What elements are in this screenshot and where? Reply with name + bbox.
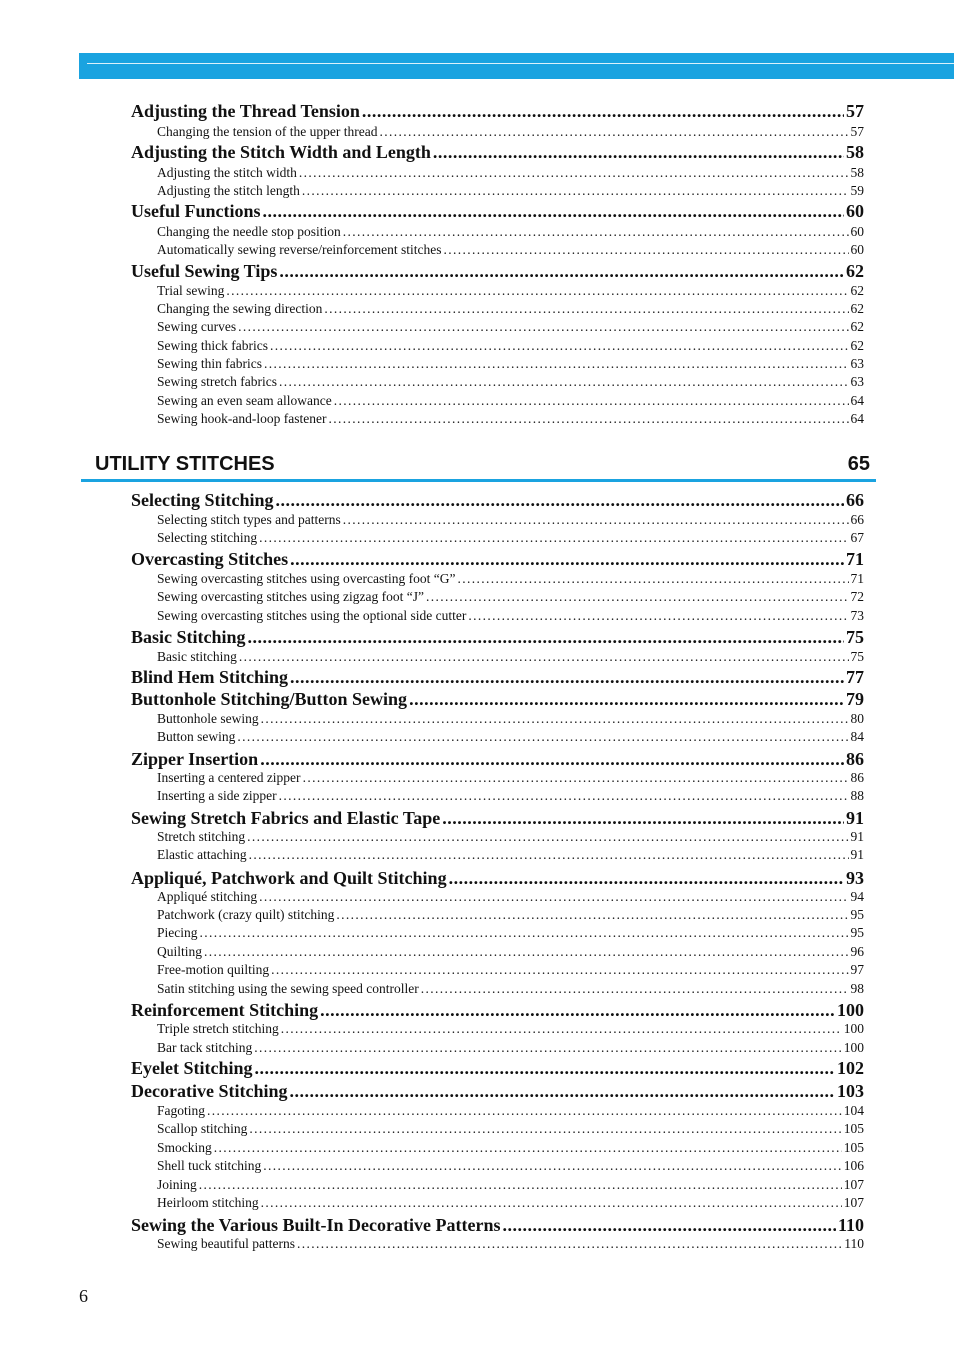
- toc-entry-page: 62: [846, 261, 864, 281]
- toc-entry[interactable]: [157, 356, 864, 374]
- toc-leader-dots: [426, 589, 849, 605]
- toc-entry-title: Changing the needle stop position: [157, 224, 341, 239]
- toc-entry-page: 104: [843, 1103, 864, 1118]
- toc-entry-page: 62: [850, 301, 864, 316]
- toc-entry-title: Overcasting Stitches: [131, 549, 289, 569]
- toc-entry[interactable]: [157, 788, 864, 806]
- toc-entry-title: Useful Sewing Tips: [131, 261, 278, 281]
- toc-leader-dots: [279, 788, 849, 804]
- toc-leader-dots: [362, 101, 844, 122]
- toc-entry-heading[interactable]: [131, 1215, 864, 1237]
- toc-leader-dots: [449, 868, 844, 889]
- toc-entry-title: Inserting a side zipper: [157, 788, 277, 803]
- toc-entry[interactable]: [157, 1021, 864, 1039]
- toc-leader-dots: [207, 1103, 842, 1119]
- toc-entry-title: Heirloom stitching: [157, 1195, 259, 1210]
- toc-entry-title: Basic Stitching: [131, 627, 246, 647]
- toc-entry-page: 77: [846, 667, 864, 687]
- toc-entry[interactable]: [157, 889, 864, 907]
- toc-leader-dots: [270, 338, 849, 354]
- toc-entry-title: Patchwork (crazy quilt) stitching: [157, 907, 335, 922]
- toc-entry[interactable]: [157, 589, 864, 607]
- toc-leader-dots: [200, 925, 849, 941]
- toc-entry[interactable]: [157, 907, 864, 925]
- toc-leader-dots: [238, 319, 848, 335]
- toc-leader-dots: [324, 301, 848, 317]
- toc-entry-page: 72: [850, 589, 864, 604]
- toc-entry-title: Useful Functions: [131, 201, 261, 221]
- toc-entry-title: Triple stretch stitching: [157, 1021, 279, 1036]
- toc-entry-title: Appliqué, Patchwork and Quilt Stitching: [131, 868, 447, 888]
- toc-entry-heading[interactable]: [131, 1081, 864, 1103]
- toc-entry[interactable]: [157, 829, 864, 847]
- toc-entry-title: Changing the sewing direction: [157, 301, 323, 316]
- toc-entry-page: 62: [850, 319, 864, 334]
- toc-entry[interactable]: [157, 411, 864, 429]
- toc-entry[interactable]: [157, 649, 864, 667]
- toc-entry-page: 71: [850, 571, 864, 586]
- toc-entry-page: 93: [846, 868, 864, 888]
- toc-entry[interactable]: [157, 1040, 864, 1058]
- toc-leader-dots: [226, 283, 848, 299]
- toc-entry-title: Button sewing: [157, 729, 236, 744]
- toc-entry-title: Selecting stitching: [157, 530, 258, 545]
- toc-entry-heading[interactable]: [131, 689, 864, 711]
- toc-entry-title: Shell tuck stitching: [157, 1158, 262, 1173]
- toc-entry[interactable]: [157, 124, 864, 142]
- toc-entry-page: 75: [846, 627, 864, 647]
- toc-entry-page: 95: [850, 907, 864, 922]
- toc-entry-heading[interactable]: [131, 627, 864, 649]
- toc-entry-title: Basic stitching: [157, 649, 237, 664]
- toc-entry-page: 64: [850, 411, 864, 426]
- toc-leader-dots: [276, 490, 845, 511]
- toc-entry[interactable]: [157, 1103, 864, 1121]
- toc-entry-title: Sewing beautiful patterns: [157, 1236, 295, 1251]
- toc-entry-page: 66: [850, 512, 864, 527]
- toc-entry[interactable]: [157, 571, 864, 589]
- toc-entry-page: 60: [850, 224, 864, 239]
- toc-entry-page: 105: [843, 1140, 864, 1155]
- toc-leader-dots: [468, 608, 848, 624]
- toc-entry-page: 63: [850, 374, 864, 389]
- toc-entry-page: 75: [850, 649, 864, 664]
- toc-entry[interactable]: [157, 1121, 864, 1139]
- section-rule: [81, 479, 876, 482]
- toc-entry[interactable]: [157, 1236, 864, 1254]
- toc-entry[interactable]: [157, 981, 864, 999]
- toc-entry-page: 102: [837, 1058, 864, 1078]
- toc-entry-title: Inserting a centered zipper: [157, 770, 301, 785]
- toc-entry-title: Adjusting the Thread Tension: [131, 101, 360, 121]
- toc-entry-title: Sewing stretch fabrics: [157, 374, 277, 389]
- toc-leader-dots: [261, 711, 849, 727]
- toc-entry-title: Sewing overcasting stitches using the optional side cutter: [157, 608, 467, 623]
- toc-entry-heading[interactable]: [131, 549, 864, 571]
- toc-entry[interactable]: [157, 165, 864, 183]
- toc-leader-dots: [334, 393, 849, 409]
- toc-leader-dots: [444, 242, 849, 258]
- toc-entry[interactable]: [157, 319, 864, 337]
- toc-leader-dots: [279, 374, 849, 390]
- toc-entry-title: Selecting Stitching: [131, 490, 274, 510]
- toc-entry-page: 100: [843, 1040, 864, 1055]
- toc-entry-title: Quilting: [157, 944, 203, 959]
- toc-entry-title: Bar tack stitching: [157, 1040, 253, 1055]
- toc-entry[interactable]: [157, 729, 864, 747]
- toc-entry-heading[interactable]: [131, 667, 864, 689]
- toc-entry-title: Piecing: [157, 925, 198, 940]
- toc-leader-dots: [199, 1177, 842, 1193]
- toc-leader-dots: [409, 689, 844, 710]
- toc-entry-title: Eyelet Stitching: [131, 1058, 253, 1078]
- toc-entry[interactable]: [157, 393, 864, 411]
- toc-entry-title: Fagoting: [157, 1103, 206, 1118]
- toc-leader-dots: [290, 667, 844, 688]
- toc-entry-title: Elastic attaching: [157, 847, 247, 862]
- toc-leader-dots: [343, 512, 849, 528]
- toc-leader-dots: [379, 124, 848, 140]
- toc-entry-title: Adjusting the Stitch Width and Length: [131, 142, 431, 162]
- toc-entry-title: Joining: [157, 1177, 197, 1192]
- toc-entry-page: 106: [843, 1158, 864, 1173]
- toc-leader-dots: [328, 411, 848, 427]
- toc-entry-page: 107: [843, 1195, 864, 1210]
- toc-entry-heading[interactable]: [131, 1000, 864, 1022]
- toc-leader-dots: [289, 1081, 835, 1102]
- toc-entry[interactable]: [157, 770, 864, 788]
- toc-leader-dots: [281, 1021, 842, 1037]
- toc-entry[interactable]: [157, 530, 864, 548]
- toc-entry-page: 58: [846, 142, 864, 162]
- toc-leader-dots: [263, 201, 844, 222]
- toc-entry-page: 91: [850, 829, 864, 844]
- toc-entry-title: Satin stitching using the sewing speed controller: [157, 981, 419, 996]
- toc-entry-title: Buttonhole Stitching/Button Sewing: [131, 689, 408, 709]
- toc-entry-page: 100: [843, 1021, 864, 1036]
- toc-entry-title: Sewing hook-and-loop fastener: [157, 411, 327, 426]
- toc-entry-page: 71: [846, 549, 864, 569]
- toc-leader-dots: [502, 1215, 836, 1236]
- toc-entry-page: 64: [850, 393, 864, 408]
- toc-entry-title: Sewing thin fabrics: [157, 356, 262, 371]
- toc-entry-title: Buttonhole sewing: [157, 711, 259, 726]
- toc-leader-dots: [247, 829, 848, 845]
- toc-leader-dots: [302, 183, 849, 199]
- section-title: UTILITY STITCHES: [95, 452, 275, 475]
- toc-entry-heading[interactable]: [131, 490, 864, 512]
- toc-entry-title: Sewing Stretch Fabrics and Elastic Tape: [131, 808, 441, 828]
- toc-leader-dots: [254, 1040, 842, 1056]
- toc-leader-dots: [303, 770, 849, 786]
- page-number: 6: [79, 1286, 88, 1306]
- toc-entry[interactable]: [157, 301, 864, 319]
- toc-entry-heading[interactable]: [131, 749, 864, 771]
- toc-leader-dots: [263, 1158, 842, 1174]
- toc-entry-page: 79: [846, 689, 864, 709]
- toc-entry-page: 110: [837, 1215, 864, 1235]
- toc-entry-title: Changing the tension of the upper thread: [157, 124, 378, 139]
- toc-entry-title: Zipper Insertion: [131, 749, 259, 769]
- toc-entry-page: 86: [846, 749, 864, 769]
- toc-entry-page: 60: [846, 201, 864, 221]
- toc-leader-dots: [261, 1195, 842, 1211]
- toc-entry-page: 84: [850, 729, 864, 744]
- toc-leader-dots: [336, 907, 848, 923]
- toc-entry-page: 95: [850, 925, 864, 940]
- toc-entry-title: Appliqué stitching: [157, 889, 258, 904]
- toc-entry-title: Decorative Stitching: [131, 1081, 288, 1101]
- toc-entry-page: 57: [846, 101, 864, 121]
- toc-leader-dots: [249, 847, 849, 863]
- toc-entry-title: Automatically sewing reverse/reinforcement stitches: [157, 242, 442, 257]
- toc-leader-dots: [320, 1000, 835, 1021]
- toc-leader-dots: [204, 944, 848, 960]
- toc-entry-page: 88: [850, 788, 864, 803]
- toc-entry-page: 63: [850, 356, 864, 371]
- toc-entry-page: 103: [837, 1081, 864, 1101]
- toc-leader-dots: [255, 1058, 836, 1079]
- section-page: 65: [847, 452, 870, 475]
- toc-entry[interactable]: [157, 1195, 864, 1213]
- toc-leader-dots: [299, 165, 849, 181]
- toc-entry-title: Sewing overcasting stitches using overcasting foot “G”: [157, 571, 456, 586]
- toc-entry-page: 97: [850, 962, 864, 977]
- toc-entry-title: Sewing curves: [157, 319, 237, 334]
- toc-entry-title: Selecting stitch types and patterns: [157, 512, 341, 527]
- toc-entry[interactable]: [157, 338, 864, 356]
- toc-entry-page: 110: [844, 1236, 864, 1251]
- toc-leader-dots: [259, 889, 848, 905]
- toc-entry-page: 105: [843, 1121, 864, 1136]
- toc-entry-heading[interactable]: [131, 808, 864, 830]
- toc-entry-title: Stretch stitching: [157, 829, 246, 844]
- toc-entry-title: Sewing an even seam allowance: [157, 393, 332, 408]
- toc-entry-page: 94: [850, 889, 864, 904]
- toc-leader-dots: [271, 962, 848, 978]
- toc-entry-title: Adjusting the stitch length: [157, 183, 300, 198]
- toc-entry-page: 107: [843, 1177, 864, 1192]
- toc-leader-dots: [237, 729, 848, 745]
- toc-leader-dots: [264, 356, 849, 372]
- toc-leader-dots: [279, 261, 844, 282]
- toc-leader-dots: [248, 627, 844, 648]
- toc-entry-page: 80: [850, 711, 864, 726]
- toc-entry-heading[interactable]: [131, 142, 864, 164]
- toc-entry-heading[interactable]: [131, 261, 864, 283]
- toc-leader-dots: [249, 1121, 841, 1137]
- toc-entry[interactable]: [157, 847, 864, 865]
- toc-entry[interactable]: [157, 242, 864, 260]
- toc-entry[interactable]: [157, 183, 864, 201]
- toc-leader-dots: [421, 981, 849, 997]
- toc-entry-page: 58: [850, 165, 864, 180]
- toc-entry[interactable]: [157, 1158, 864, 1176]
- toc-entry[interactable]: [157, 962, 864, 980]
- toc-leader-dots: [457, 571, 848, 587]
- toc-entry-heading[interactable]: [131, 1058, 864, 1080]
- toc-leader-dots: [297, 1236, 842, 1252]
- toc-leader-dots: [343, 224, 849, 240]
- toc-entry-page: 91: [850, 847, 864, 862]
- toc-entry[interactable]: [157, 283, 864, 301]
- toc-entry-title: Adjusting the stitch width: [157, 165, 297, 180]
- toc-entry[interactable]: [157, 925, 864, 943]
- toc-entry[interactable]: [157, 224, 864, 242]
- toc-entry[interactable]: [157, 944, 864, 962]
- toc-entry[interactable]: [157, 711, 864, 729]
- toc-entry-page: 96: [850, 944, 864, 959]
- toc-entry[interactable]: [157, 512, 864, 530]
- toc-entry[interactable]: [157, 1177, 864, 1195]
- toc-entry-page: 57: [850, 124, 864, 139]
- toc-leader-dots: [214, 1140, 842, 1156]
- toc-entry-page: 86: [850, 770, 864, 785]
- toc-entry-title: Free-motion quilting: [157, 962, 270, 977]
- toc-leader-dots: [260, 749, 844, 770]
- toc-entry-page: 98: [850, 981, 864, 996]
- section-heading[interactable]: [95, 451, 870, 477]
- toc-entry-title: Sewing the Various Built-In Decorative Patterns: [131, 1215, 501, 1235]
- toc-entry-page: 62: [850, 338, 864, 353]
- toc-entry-heading[interactable]: [131, 201, 864, 223]
- toc-entry-page: 100: [837, 1000, 864, 1020]
- toc-entry-title: Smocking: [157, 1140, 212, 1155]
- toc-entry-title: Reinforcement Stitching: [131, 1000, 319, 1020]
- toc-entry-title: Sewing overcasting stitches using zigzag foot “J”: [157, 589, 424, 604]
- toc-entry-title: Trial sewing: [157, 283, 225, 298]
- toc-leader-dots: [290, 549, 844, 570]
- toc-entry-page: 67: [850, 530, 864, 545]
- toc-entry-page: 60: [850, 242, 864, 257]
- toc-leader-dots: [239, 649, 849, 665]
- toc-entry-title: Blind Hem Stitching: [131, 667, 289, 687]
- toc-leader-dots: [259, 530, 848, 546]
- toc-entry-heading[interactable]: [131, 101, 864, 123]
- toc-entry-page: 66: [846, 490, 864, 510]
- toc-entry-heading[interactable]: [131, 868, 864, 890]
- toc-entry-page: 59: [850, 183, 864, 198]
- toc-entry-page: 62: [850, 283, 864, 298]
- toc-entry-title: Scallop stitching: [157, 1121, 248, 1136]
- toc-entry[interactable]: [157, 608, 864, 626]
- toc-entry[interactable]: [157, 1140, 864, 1158]
- toc-leader-dots: [433, 142, 844, 163]
- toc-entry[interactable]: [157, 374, 864, 392]
- toc-entry-title: Sewing thick fabrics: [157, 338, 268, 353]
- toc-leader-dots: [442, 808, 844, 829]
- toc-entry-page: 91: [846, 808, 864, 828]
- toc-entry-page: 73: [850, 608, 864, 623]
